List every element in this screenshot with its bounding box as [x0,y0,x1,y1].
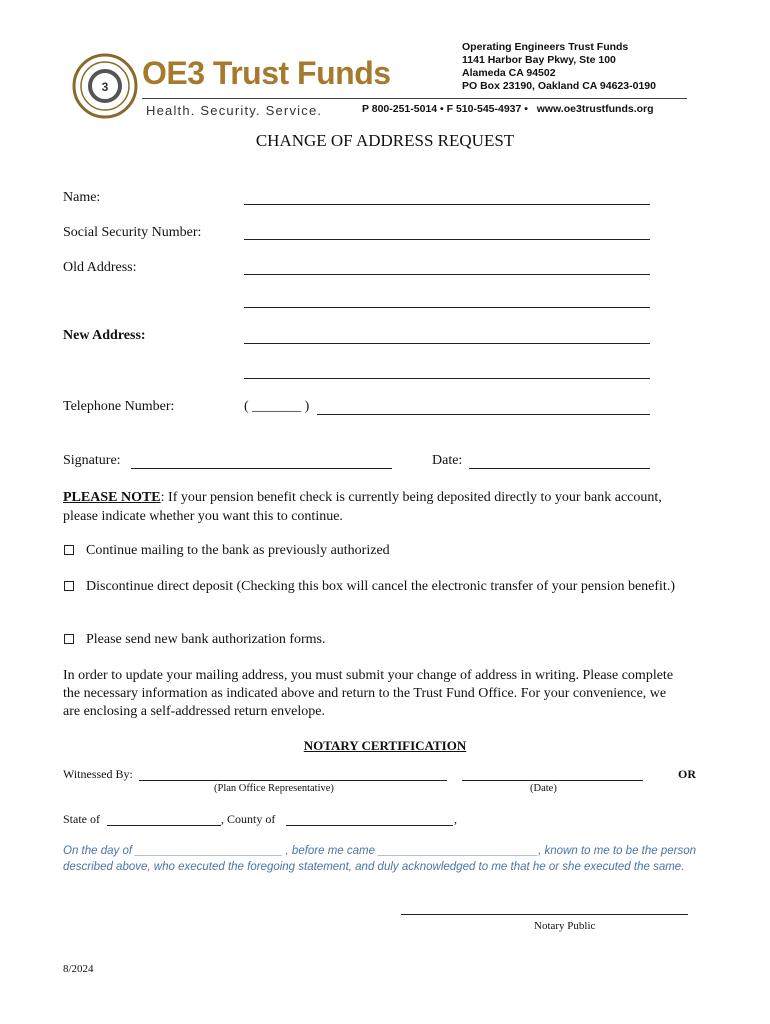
org-address-3: PO Box 23190, Oakland CA 94623-0190 [462,80,656,92]
option-label-discontinue: Discontinue direct deposit (Checking this box will cancel the electronic transfer of your pension benefit.) [86,579,675,594]
county-comma: , [454,812,457,826]
telephone-area-code[interactable]: ( _______ ) [244,399,310,414]
new-address-line-2[interactable] [244,378,650,379]
date-label: Date: [432,453,463,468]
tagline: Health. Security. Service. [146,103,323,118]
county-of-label: , County of [221,812,276,826]
new-address-line-1[interactable] [244,343,650,344]
state-line[interactable] [107,825,221,826]
option-label-new-forms: Please send new bank authorization forms. [86,632,326,647]
date-line[interactable] [469,468,650,469]
notary-public-label: Notary Public [534,920,596,932]
witness-date-line[interactable] [462,780,643,781]
notary-heading: NOTARY CERTIFICATION [303,738,467,753]
org-address-1: 1141 Harbor Bay Pkwy, Ste 100 [462,54,616,66]
old-address-label: Old Address: [63,260,137,275]
please-note-label: PLEASE NOTE [63,490,161,505]
telephone-label: Telephone Number: [63,399,175,414]
org-address-2: Alameda CA 94502 [462,67,556,79]
witness-line[interactable] [139,780,447,781]
revision-date: 8/2024 [63,963,94,975]
option-checkbox-continue[interactable] [64,545,74,555]
please-note-text: : If your pension benefit check is currently being deposited directly to your bank account, please indicate whether you want this to continue. [63,490,662,524]
old-address-line-1[interactable] [244,274,650,275]
logo-underline [142,98,687,99]
or-label: OR [678,767,696,781]
state-of-label: State of [63,812,100,826]
contact-line: P 800-251-5014 • F 510-545-4937 • www.oe3trustfunds.org [362,103,654,115]
org-name: Operating Engineers Trust Funds [462,41,629,53]
option-checkbox-new-forms[interactable] [64,634,74,644]
svg-text:3: 3 [101,80,109,94]
telephone-input-line[interactable] [317,414,650,415]
witnessed-by-label: Witnessed By: [63,767,133,781]
option-label-continue: Continue mailing to the bank as previously authorized [86,543,390,558]
old-address-line-2[interactable] [244,307,650,308]
ssn-input-line[interactable] [244,239,650,240]
signature-line[interactable] [131,468,392,469]
instructions-paragraph: In order to update your mailing address, you must submit your change of address in writing. Please complete the necessary information as indicated above and return to the Trust Fund Office. For your convenience, we are enclosing a self-addressed return envelope. [63,668,674,719]
name-label: Name: [63,190,101,205]
option-checkbox-discontinue[interactable] [64,581,74,591]
new-address-label: New Address: [63,328,146,343]
notary-signature-line[interactable] [401,914,688,915]
ssn-label: Social Security Number: [63,225,202,240]
logo-seal [72,53,138,119]
plan-office-rep-caption: (Plan Office Representative) [214,783,334,794]
notary-statement: On the day of _______________________ , before me came _________________________, known to me to be the person described above, who executed the foregoing statement, and duly acknowledged to me that he or she executed the same. [63,845,697,873]
logo-text: OE3 Trust Funds [142,55,391,91]
please-note [63,488,673,526]
form-title: CHANGE OF ADDRESS REQUEST [255,131,515,150]
name-input-line[interactable] [244,204,650,205]
date-caption: (Date) [530,783,557,794]
county-line[interactable] [286,825,453,826]
signature-label: Signature: [63,453,121,468]
